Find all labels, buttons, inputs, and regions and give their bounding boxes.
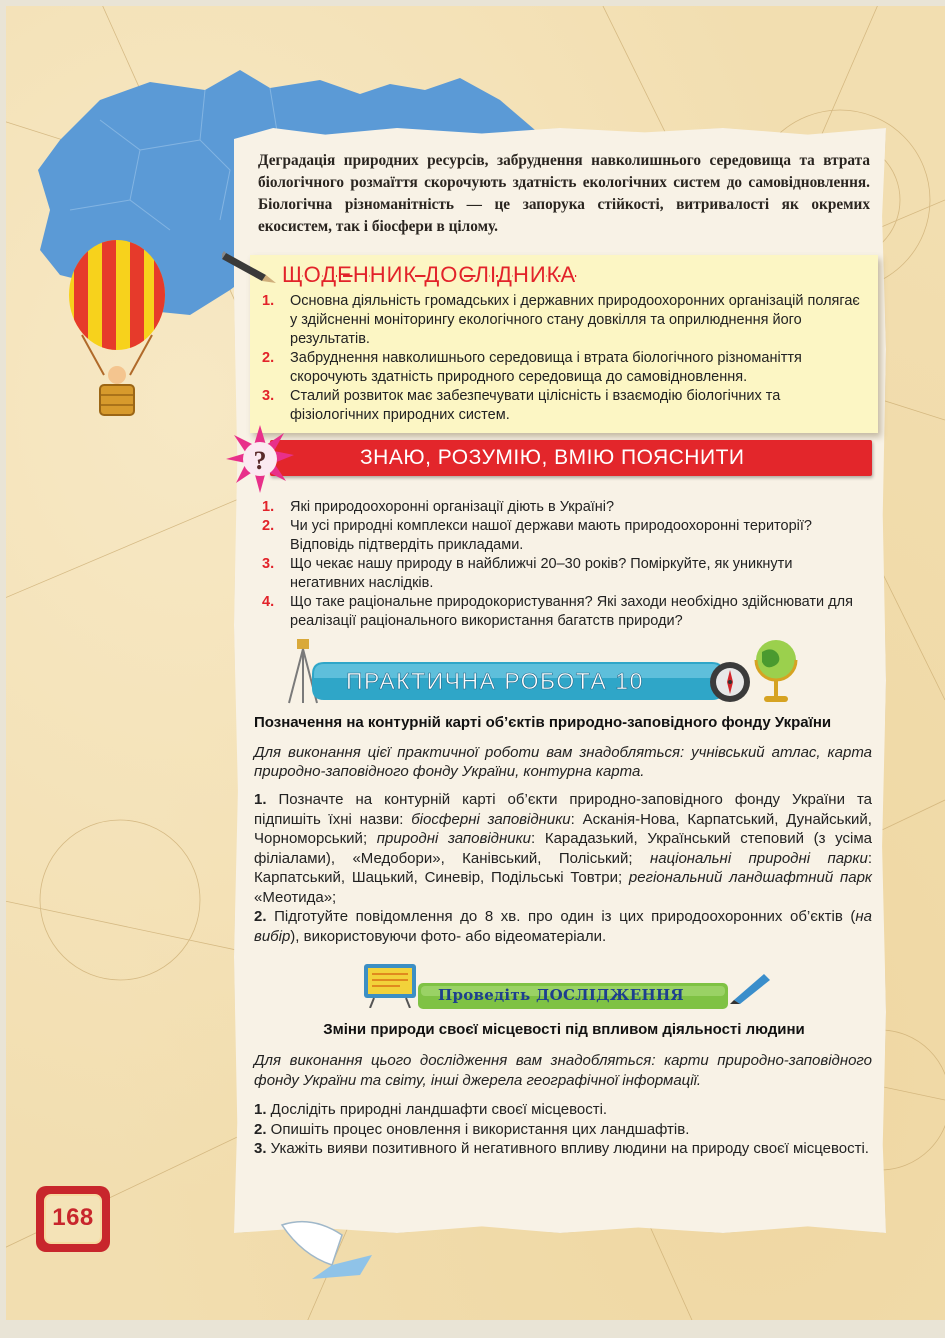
page-number: 168 (52, 1204, 94, 1231)
list-item (262, 387, 868, 425)
item-text: Чи усі природні комплекси нашої держави мають природоохоронні території? Відповідь підтвердіть прикладами. (290, 518, 812, 553)
research-board-icon (360, 960, 420, 1008)
practical-section-title: ПРАКТИЧНА РОБОТА 10 (346, 668, 644, 694)
task-category: природні заповідники (376, 830, 531, 847)
pen-icon (728, 968, 774, 1004)
task-text: «Меотида»; (254, 888, 337, 906)
know-questions-list (262, 498, 870, 631)
list-item (262, 498, 870, 517)
task-category: біосферні заповідники (411, 810, 571, 828)
item-number: 3. (262, 388, 275, 404)
list-item (262, 593, 870, 631)
task-number: 1. (254, 791, 267, 808)
page-edge-left (0, 0, 6, 1338)
item-number: 1. (262, 499, 275, 515)
know-section-title: ЗНАЮ, РОЗУМІЮ, ВМІЮ ПОЯСНИТИ (360, 446, 745, 469)
page-edge-bottom (0, 1320, 945, 1338)
task-text: : Асканія-Нова, Карпатський, Дунайський, Чорноморський; (254, 810, 872, 847)
step-number: 3. (254, 1140, 267, 1157)
diary-title: ЩОДЕННИК ДОСЛІДНИКА (282, 262, 577, 287)
list-item (262, 349, 868, 387)
task-text: ), використовуючи фото- або відеоматеріали. (290, 927, 607, 945)
question-mark: ? (253, 446, 267, 475)
list-item (262, 517, 870, 555)
item-text: Що таке раціональне природокористування? Які заходи необхідно здійснювати для реалізації раціонального використання багатств природи? (290, 594, 853, 629)
step-text: Дослідіть природні ландшафти своєї місцевості. (266, 1101, 608, 1118)
item-number: 4. (262, 594, 275, 610)
task-text: Підготуйте повідомлення до 8 хв. про один із цих природоохоронних об’єктів ( (266, 908, 856, 925)
task-text: : Карадазький, Український степовий (з усіма філіалами), «Медобори», Канівський, Поліський; (254, 830, 872, 867)
task-number: 2. (254, 908, 267, 925)
task-category: національні природні парки (649, 849, 868, 867)
task-category: регіональний ландшафтний парк (628, 869, 873, 886)
page-edge-top (0, 0, 945, 6)
intro-paragraph: Деградація природних ресурсів, забруднення навколишнього середовища та втрата біологічного розмаїття скорочують здатність екологічних систем до самовідновлення. Біологічна різноманітність — це запорука стійкості, витривалості як окремих екосистем, так і біосфери в цілому. (258, 152, 870, 235)
item-number: 3. (262, 556, 275, 572)
list-item (262, 555, 870, 593)
diary-list (262, 292, 868, 425)
item-text: Основна діяльність громадських і державних природоохоронних організацій полягає у здійсненні моніторингу екологічного стану довкілля та оприлюднення його результатів. (290, 293, 860, 347)
list-item (262, 292, 868, 349)
research-section-title: Проведіть ДОСЛІДЖЕННЯ (438, 986, 684, 1004)
item-text: Які природоохоронні організації діють в Україні? (290, 499, 615, 515)
step-number: 1. (254, 1101, 267, 1118)
item-number: 1. (262, 293, 275, 309)
practical-intro: Для виконання цієї практичної роботи вам знадобляться: учнівський атлас, карта природно-заповідного фонду України, контурна карта. (254, 744, 872, 780)
task-text: : Карпатський, Шацький, Синевір, Подільські Товтри; (254, 849, 872, 886)
task-text: Позначте на контурній карті об’єкти природно-заповідного фонду України та підпишіть їхні назви: (254, 791, 872, 828)
step-number: 2. (254, 1120, 267, 1138)
globe-icon (752, 636, 800, 708)
task-choice: на вибір (254, 908, 872, 945)
hot-air-balloon-illustration (62, 240, 172, 430)
practical-tasks (254, 790, 872, 946)
practical-heading: Позначення на контурній карті об’єктів природно-заповідного фонду України (254, 714, 832, 731)
paper-boat-illustration (272, 1195, 382, 1285)
item-number: 2. (262, 518, 275, 534)
research-heading: Зміни природи своєї місцевості під впливом діяльності людини (323, 1021, 805, 1038)
item-text: Сталий розвиток має забезпечувати цілісність і взаємодію біологічних та фізіологічних природних систем. (290, 388, 781, 423)
item-number: 2. (262, 350, 275, 366)
step-text: Опишіть процес оновлення і використання цих ландшафтів. (266, 1120, 690, 1138)
research-steps (254, 1100, 872, 1159)
item-text: Забруднення навколишнього середовища і втрата біологічного різноманіття скорочують здатність природного середовища до самовідновлення. (290, 350, 802, 385)
step-text: Укажіть вияви позитивного й негативного впливу людини на природу своєї місцевості. (266, 1140, 869, 1157)
pencil-icon (222, 245, 282, 285)
compass-icon (708, 660, 752, 704)
research-intro: Для виконання цього дослідження вам знадобляться: карти природно-заповідного фонду України та світу, інші джерела географічної інформації. (254, 1052, 872, 1089)
question-burst-icon (226, 425, 294, 493)
item-text: Що чекає нашу природу в найближчі 20–30 років? Поміркуйте, як уникнути негативних наслідків. (290, 556, 793, 591)
